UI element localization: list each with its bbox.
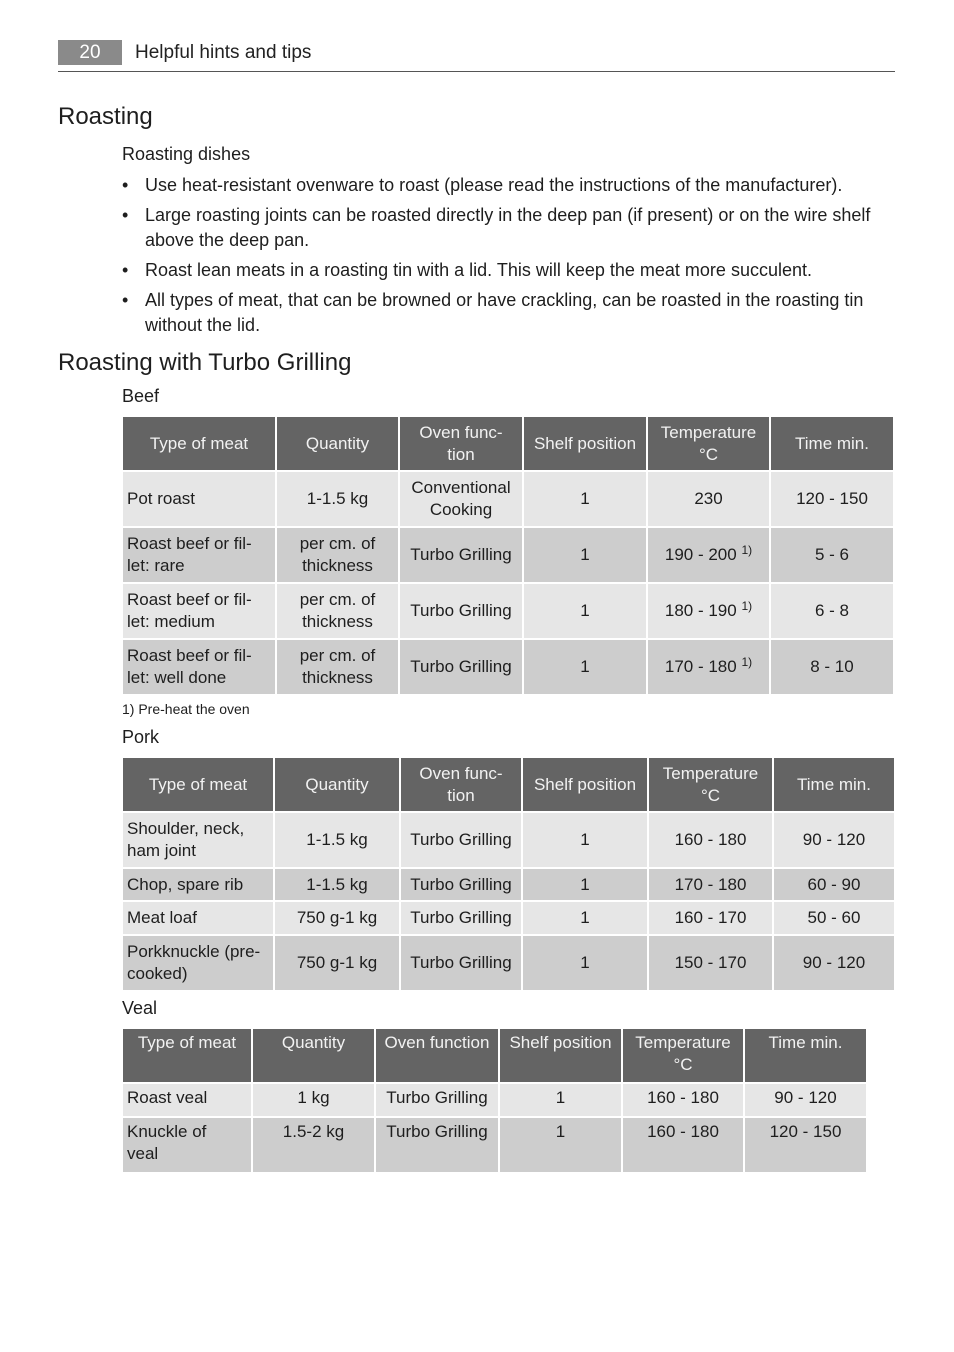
cell-time: 60 - 90 xyxy=(774,869,894,900)
header-title: Helpful hints and tips xyxy=(135,42,312,63)
cell-quantity: 750 g-1 kg xyxy=(275,902,399,934)
bullet-item: • Roast lean meats in a roasting tin with a lid. This will keep the meat more succulent. xyxy=(122,258,902,283)
cell-temperature: 230 xyxy=(648,472,769,526)
table-row xyxy=(123,528,893,582)
cell-time: 50 - 60 xyxy=(774,902,894,934)
column-header: Type of meat xyxy=(123,417,275,470)
bullet-icon: • xyxy=(122,175,129,195)
cell-time: 90 - 120 xyxy=(745,1084,866,1116)
footnote-preheat: 1) Pre-heat the oven xyxy=(122,701,250,717)
bullet-item: • Large roasting joints can be roasted directly in the deep pan (if present) or on the wire shelf above the deep pan. xyxy=(122,205,871,250)
column-header: Time min. xyxy=(774,758,894,811)
cell-temperature: 160 - 180 xyxy=(623,1084,743,1116)
page-header xyxy=(58,40,895,72)
page-number: 20 xyxy=(58,40,122,65)
cell-shelf: 1 xyxy=(524,584,646,638)
table-row xyxy=(123,869,894,900)
cell-function: Turbo Grilling xyxy=(401,869,521,900)
cell-quantity: 1 kg xyxy=(253,1084,374,1116)
bullet-icon: • xyxy=(122,205,129,225)
cell-shelf: 1 xyxy=(500,1118,621,1172)
table-header-row xyxy=(123,758,894,811)
beef-table xyxy=(121,415,895,696)
column-header: Quantity xyxy=(275,758,399,811)
cell-type: Pot roast xyxy=(123,472,275,526)
cell-time: 90 - 120 xyxy=(774,813,894,867)
subheading-roasting-dishes: Roasting dishes xyxy=(122,144,251,164)
cell-shelf: 1 xyxy=(523,902,647,934)
cell-quantity: per cm. of thickness xyxy=(277,528,398,582)
column-header: Type of meat xyxy=(123,758,273,811)
bullet-icon: • xyxy=(122,290,129,310)
cell-time: 120 - 150 xyxy=(745,1118,866,1172)
column-header: Time min. xyxy=(771,417,893,470)
cell-time: 6 - 8 xyxy=(771,584,893,638)
cell-type: Shoulder, neck, ham joint xyxy=(123,813,273,867)
veal-label: Veal xyxy=(122,998,158,1018)
cell-function: Turbo Grilling xyxy=(401,936,521,990)
pork-label: Pork xyxy=(122,727,160,747)
table-row xyxy=(123,936,894,990)
cell-shelf: 1 xyxy=(524,640,646,694)
cell-function: Turbo Grilling xyxy=(376,1084,498,1116)
cell-shelf: 1 xyxy=(523,869,647,900)
cell-quantity: 750 g-1 kg xyxy=(275,936,399,990)
bullet-icon: • xyxy=(122,260,129,280)
section-title-turbo-grilling: Roasting with Turbo Grilling xyxy=(58,349,352,376)
cell-shelf: 1 xyxy=(524,528,646,582)
cell-function: Turbo Grilling xyxy=(400,584,522,638)
cell-temperature: 160 - 180 xyxy=(649,813,772,867)
cell-function: Turbo Grilling xyxy=(401,902,521,934)
pork-table xyxy=(121,756,896,992)
beef-label: Beef xyxy=(122,386,160,406)
column-header: Shelf position xyxy=(523,758,647,811)
column-header: Oven function xyxy=(376,1029,498,1082)
column-header: Oven func- tion xyxy=(401,758,521,811)
cell-quantity: per cm. of thickness xyxy=(277,584,398,638)
cell-time: 8 - 10 xyxy=(771,640,893,694)
cell-type: Roast veal xyxy=(123,1084,251,1116)
cell-type: Knuckle of veal xyxy=(123,1118,251,1172)
table-row xyxy=(123,813,894,867)
column-header: Quantity xyxy=(253,1029,374,1082)
section-title-roasting: Roasting xyxy=(58,103,153,130)
cell-type: Meat loaf xyxy=(123,902,273,934)
column-header: Oven func- tion xyxy=(400,417,522,470)
column-header: Shelf position xyxy=(524,417,646,470)
bullet-item: • Use heat-resistant ovenware to roast (please read the instructions of the manufacturer). xyxy=(122,173,902,198)
table-row xyxy=(123,1084,866,1116)
column-header: Type of meat xyxy=(123,1029,251,1082)
cell-type: Roast beef or fil- let: medium xyxy=(123,584,275,638)
cell-function: Conventional Cooking xyxy=(400,472,522,526)
cell-temperature: 170 - 180 $^{1)}$ xyxy=(648,640,769,694)
cell-shelf: 1 xyxy=(523,936,647,990)
table-header-row xyxy=(123,417,893,470)
cell-function: Turbo Grilling xyxy=(400,640,522,694)
cell-temperature: 170 - 180 xyxy=(649,869,772,900)
footnote-marker: 1) xyxy=(741,543,753,557)
footnote-marker: 1) xyxy=(741,599,753,613)
table-row xyxy=(123,1118,866,1172)
cell-temperature: 160 - 180 xyxy=(623,1118,743,1172)
cell-type: Roast beef or fil- let: well done xyxy=(123,640,275,694)
table-row xyxy=(123,640,893,694)
cell-temperature: 150 - 170 xyxy=(649,936,772,990)
cell-quantity: per cm. of thickness xyxy=(277,640,398,694)
cell-type: Porkknuckle (pre- cooked) xyxy=(123,936,273,990)
cell-quantity: 1.5-2 kg xyxy=(253,1118,374,1172)
cell-shelf: 1 xyxy=(523,813,647,867)
cell-type: Chop, spare rib xyxy=(123,869,273,900)
cell-quantity: 1-1.5 kg xyxy=(277,472,398,526)
cell-shelf: 1 xyxy=(524,472,646,526)
bullet-item: • All types of meat, that can be browned or have crackling, can be roasted in the roasting tin without the lid. xyxy=(122,290,864,335)
cell-quantity: 1-1.5 kg xyxy=(275,813,399,867)
column-header: Time min. xyxy=(745,1029,866,1082)
cell-type: Roast beef or fil- let: rare xyxy=(123,528,275,582)
roasting-bullet-list xyxy=(122,173,902,343)
column-header: Temperature °C xyxy=(623,1029,743,1082)
cell-shelf: 1 xyxy=(500,1084,621,1116)
column-header: Temperature °C xyxy=(649,758,772,811)
column-header: Quantity xyxy=(277,417,398,470)
cell-function: Turbo Grilling xyxy=(400,528,522,582)
column-header: Temperature °C xyxy=(648,417,769,470)
cell-temperature: 190 - 200 $^{1)}$ xyxy=(648,528,769,582)
column-header: Shelf position xyxy=(500,1029,621,1082)
table-header-row xyxy=(123,1029,866,1082)
cell-function: Turbo Grilling xyxy=(376,1118,498,1172)
veal-table xyxy=(121,1027,868,1174)
cell-temperature: 160 - 170 xyxy=(649,902,772,934)
table-row xyxy=(123,584,893,638)
cell-time: 5 - 6 xyxy=(771,528,893,582)
footnote-marker: 1) xyxy=(741,655,753,669)
cell-function: Turbo Grilling xyxy=(401,813,521,867)
cell-time: 90 - 120 xyxy=(774,936,894,990)
table-row xyxy=(123,902,894,934)
cell-temperature: 180 - 190 $^{1)}$ xyxy=(648,584,769,638)
cell-quantity: 1-1.5 kg xyxy=(275,869,399,900)
table-row xyxy=(123,472,893,526)
cell-time: 120 - 150 xyxy=(771,472,893,526)
